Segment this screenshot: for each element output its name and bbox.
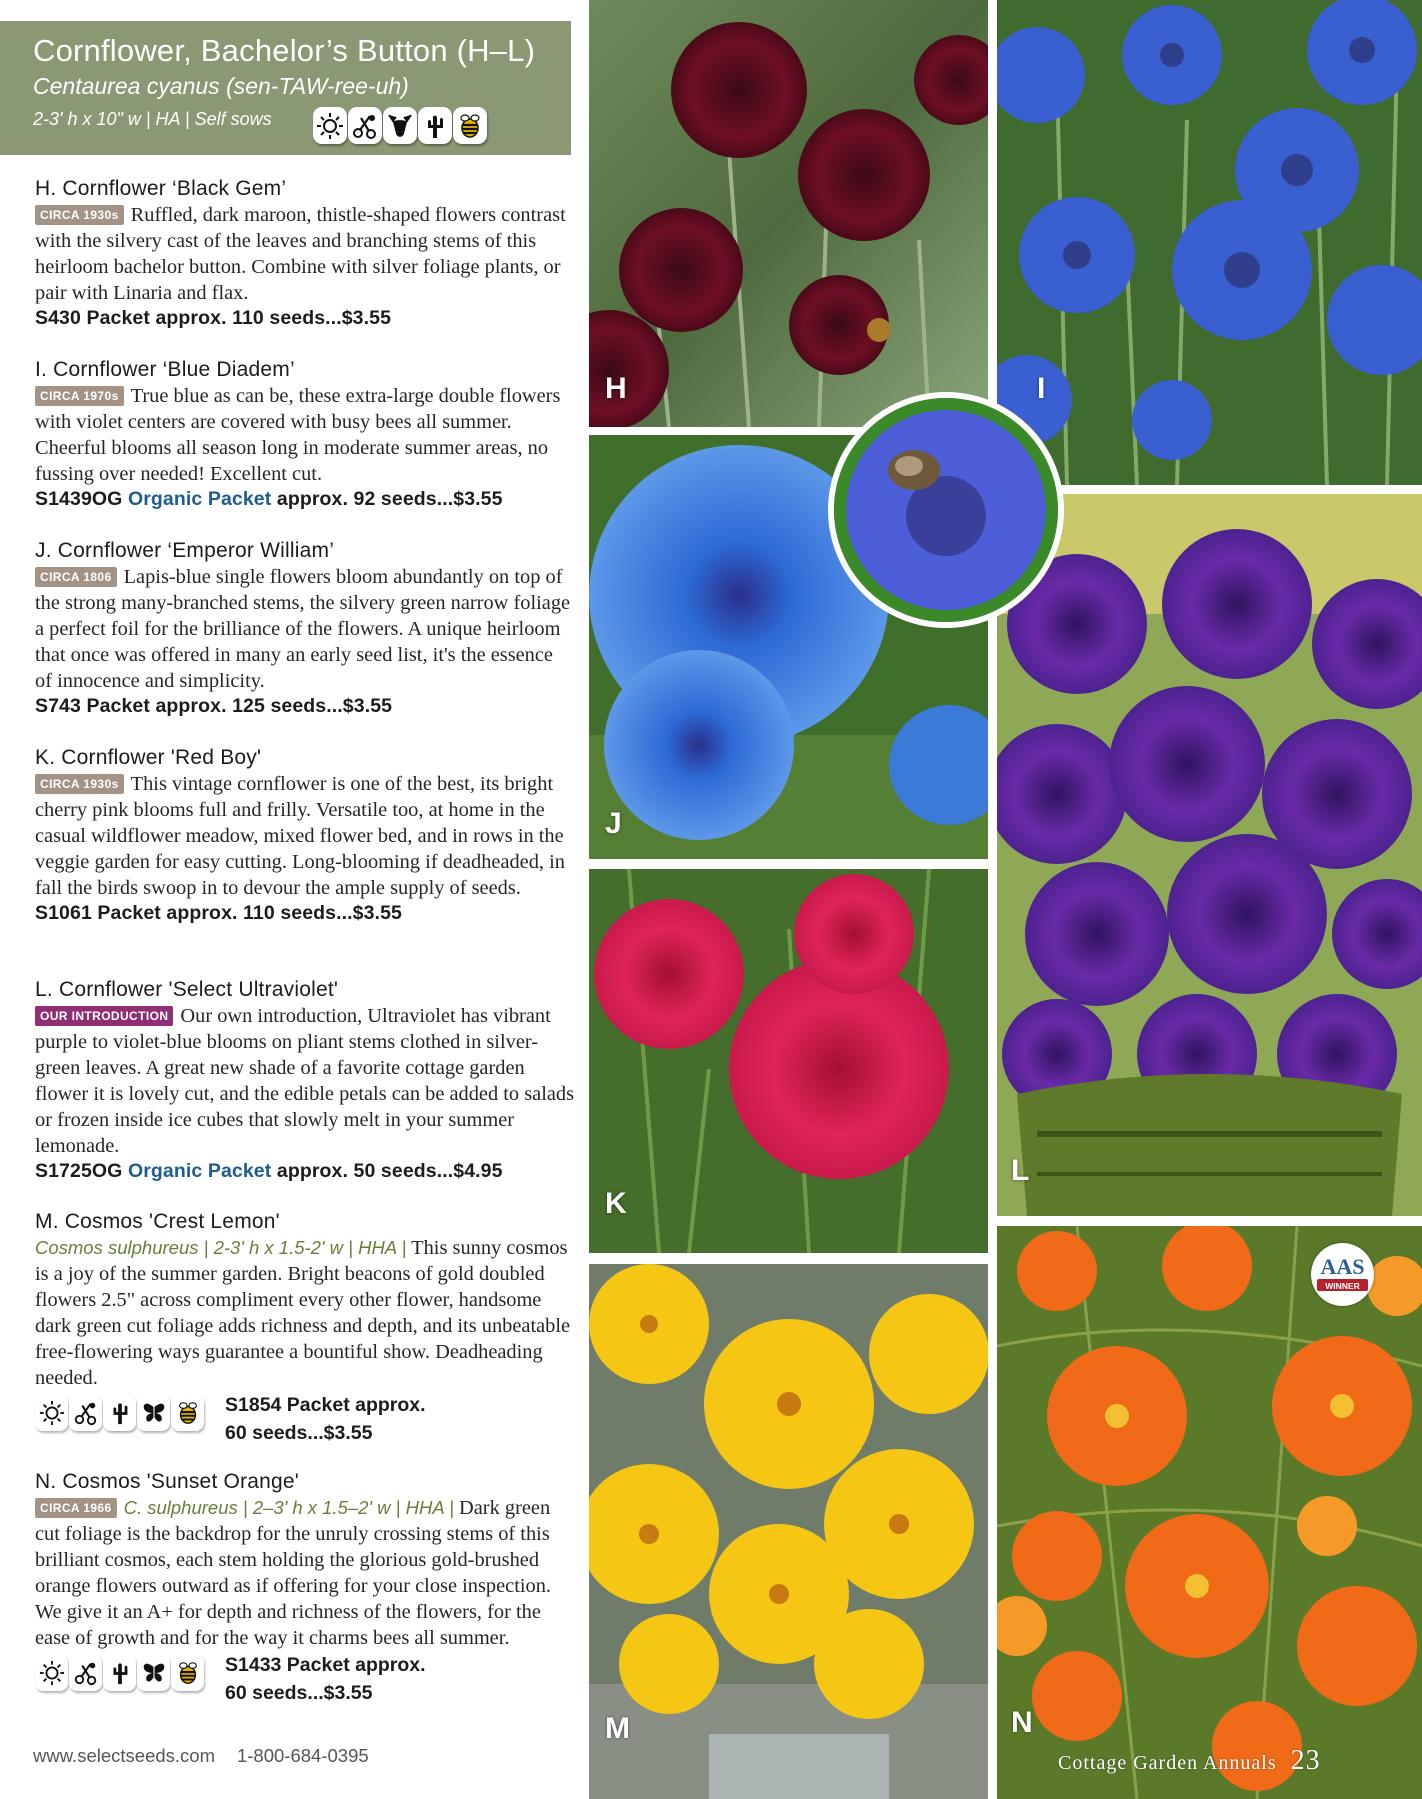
sun-icon [35,1395,68,1431]
product-entry-h [35,177,575,330]
price-line-2: 60 seeds...$3.55 [225,1422,373,1444]
photo-label-l: L [1011,1154,1030,1187]
butterfly-icon [137,1655,170,1691]
scissors-cut-flower-icon [348,107,382,144]
bee-on-cornflower-image [834,398,1058,622]
price-line-1: S1854 Packet approx. [225,1394,426,1416]
price-line: S1061 Packet approx. 110 seeds...$3.55 [35,902,402,924]
product-description [35,771,575,901]
phone-number: 1-800-684-0395 [236,1745,369,1766]
description-text: True blue as can be, these extra-large double flowers with violet centers are covered with busy bees all summer. Cheerful blooms all season long in moderate summer areas, no fussing over needed! Excellent cut. [35,385,561,485]
text-column [0,0,585,1799]
website-link[interactable]: www.selectseeds.com [33,1745,215,1766]
bee-icon [171,1655,204,1691]
sun-icon [313,107,347,144]
price-line: S430 Packet approx. 110 seeds...$3.55 [35,307,392,329]
product-entry-j [35,539,575,718]
product-heading: J. Cornflower ‘Emperor William’ [35,539,335,562]
product-heading: N. Cosmos 'Sunset Orange' [35,1470,299,1493]
description-text: Dark green cut foliage is the backdrop for the unruly crossing stems of this brilliant cosmos, each stem holding the glorious gold-brushed orange flowers outward as if offering for your close inspection. We give it an A+ for depth and richness of the flowers, for the ease of growth and for the way it charms bees all summer. [35,1497,552,1649]
photo-label-n: N [1011,1706,1033,1739]
price-line-1: S1433 Packet approx. [225,1654,426,1676]
cactus-drought-icon [103,1395,136,1431]
product-description [35,1495,575,1651]
circa-badge: CIRCA 1970s [35,386,124,406]
product-description [35,383,575,487]
icon-price-row [35,1655,575,1715]
latin-name: Centaurea cyanus (sen-TAW-ree-uh) [33,73,409,99]
organic-packet-link[interactable]: Organic Packet [127,488,272,510]
section-title: Cornflower, Bachelor’s Button (H–L) [33,33,536,68]
price-detail: approx. 50 seeds...$4.95 [276,1160,503,1182]
circa-badge: CIRCA 1930s [35,205,124,225]
section-header [0,21,571,155]
crest-lemon-image [589,1264,988,1799]
price-line: S743 Packet approx. 125 seeds...$3.55 [35,695,393,717]
photo-black-gem [589,0,988,427]
sunset-orange-image [997,1226,1422,1799]
product-description [35,1235,575,1391]
product-description [35,1003,575,1159]
product-heading: L. Cornflower 'Select Ultraviolet' [35,978,339,1001]
price-line-2: 60 seeds...$3.55 [225,1682,373,1704]
scissors-cut-flower-icon [69,1395,102,1431]
bee-icon [453,107,487,144]
scissors-cut-flower-icon [69,1655,102,1691]
running-footer [1058,1745,1321,1777]
photo-label-i: I [1037,372,1046,405]
description-text: This sunny cosmos is a joy of the summer garden. Bright beacons of gold doubled flowers 2.5" across compliment every other flower, handsome dark green cut foliage adds richness and depth, and its unbeatable free-flowering ways guarantee a bountiful show. Deadheading needed. [35,1237,571,1389]
product-entry-n [35,1470,575,1715]
product-heading: H. Cornflower ‘Black Gem’ [35,177,287,200]
product-entry-i [35,358,575,511]
icon-price-row [35,1395,575,1455]
circa-badge: CIRCA 1806 [35,567,117,587]
cactus-drought-icon [103,1655,136,1691]
scientific-name: Cosmos sulphureus | 2-3' h x 1.5-2' w | HHA | [35,1237,407,1258]
photo-label-k: K [605,1187,627,1220]
photo-label-m: M [605,1712,630,1745]
description-text: Our own introduction, Ultraviolet has vibrant purple to violet-blue blooms on pliant stems clothed in silver-green leaves. A great new shade of a favorite cottage garden flower it is lovely cut, and the edible petals can be added to salads or frozen inside ice cubes that slowly melt in your summer lemonade. [35,1005,575,1157]
description-text: Lapis-blue single flowers bloom abundantly on top of the strong many-branched stems, the silvery green narrow foliage a perfect foil for the brilliance of the flowers. A unique heirloom that once was offered in many an early seed list, it's the essence of innocence and simplicity. [35,566,571,692]
bee-icon [171,1395,204,1431]
black-gem-image [589,0,988,427]
photo-label-h: H [605,372,627,405]
running-title: Cottage Garden Annuals [1058,1752,1277,1774]
circa-badge: CIRCA 1930s [35,774,124,794]
page-footer [33,1745,369,1767]
aas-winner-badge [1311,1243,1374,1306]
sku: S1439OG [35,488,123,510]
sku: S1725OG [35,1160,123,1182]
photo-crest-lemon [589,1264,988,1799]
red-boy-image [589,869,988,1253]
page-number: 23 [1290,1745,1321,1776]
photo-select-ultraviolet [997,494,1422,1216]
description-text: Ruffled, dark maroon, thistle-shaped flowers contrast with the silvery cast of the leaves and branching stems of this heirloom bachelor button. Combine with silver foliage plants, or pair with Linaria and flax. [35,204,566,304]
product-heading: M. Cosmos 'Crest Lemon' [35,1210,280,1233]
plant-size-meta: 2-3' h x 10" w | HA | Self sows [33,109,272,129]
product-entry-k [35,746,575,925]
photo-sunset-orange [997,1226,1422,1799]
circa-badge: CIRCA 1966 [35,1498,117,1518]
product-entry-m [35,1210,575,1455]
butterfly-icon [137,1395,170,1431]
product-entry-l [35,978,575,1183]
price-line [35,1160,575,1183]
aas-logo [1311,1243,1374,1306]
product-heading: K. Cornflower 'Red Boy' [35,746,262,769]
introduction-badge: OUR INTRODUCTION [35,1006,173,1026]
blue-diadem-image [997,0,1422,485]
aas-letters: AAS [1320,1254,1365,1279]
deer-resistant-icon [383,107,417,144]
product-description [35,202,575,306]
cactus-drought-icon [418,107,452,144]
price-detail: approx. 92 seeds...$3.55 [276,488,503,510]
select-ultraviolet-image [997,494,1422,1216]
photo-red-boy [589,869,988,1253]
photo-blue-diadem [997,0,1422,485]
description-text: This vintage cornflower is one of the best, its bright cherry pink blooms full and frilly. Versatile too, at home in the casual wildflower meadow, mixed flower bed, and in rows in the veggie garden for easy cutting. Long-blooming if deadheaded, in fall the birds swoop in to devour the ample supply of seeds. [35,773,565,899]
photo-label-j: J [605,807,622,840]
product-heading: I. Cornflower ‘Blue Diadem’ [35,358,295,381]
price-line [35,488,575,511]
product-description [35,564,575,694]
attribute-icons [313,107,487,144]
bee-inset-photo [828,392,1064,628]
scientific-name: C. sulphureus | 2–3' h x 1.5–2' w | HHA | [123,1497,454,1518]
sun-icon [35,1655,68,1691]
organic-packet-link[interactable]: Organic Packet [127,1160,272,1182]
aas-winner-text: WINNER [1325,1281,1360,1291]
